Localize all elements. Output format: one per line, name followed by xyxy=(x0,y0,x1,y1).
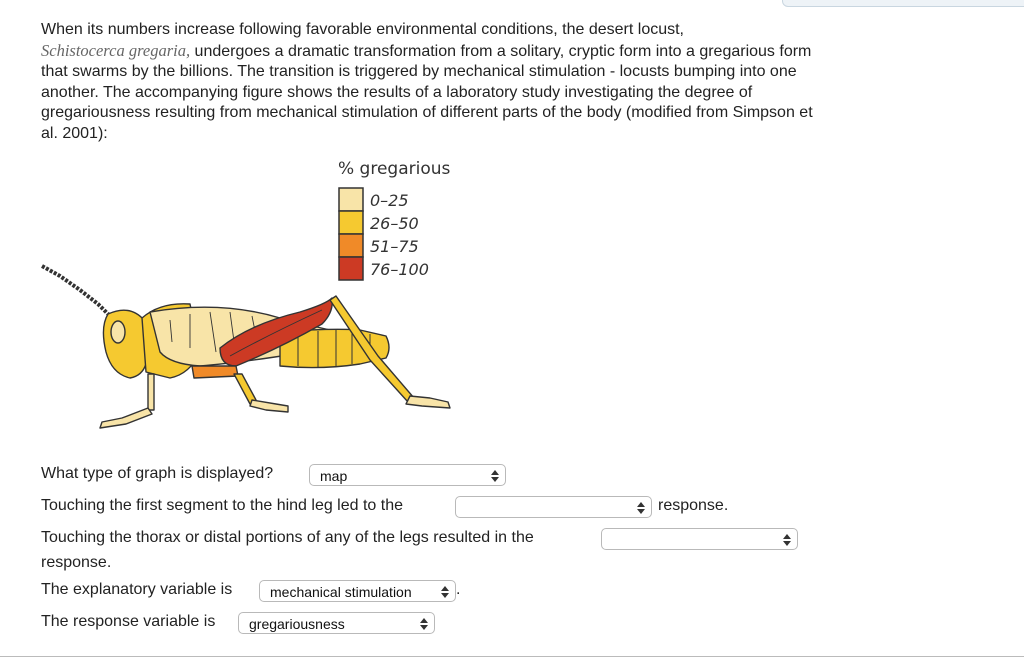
chevron-updown-icon xyxy=(420,617,428,631)
front-leg xyxy=(148,374,154,410)
head xyxy=(103,310,146,378)
front-foot xyxy=(100,408,152,428)
chevron-updown-icon xyxy=(637,501,645,515)
graph-type-select[interactable] xyxy=(309,464,506,486)
legend-swatch-26-50 xyxy=(339,211,363,234)
question-thorax xyxy=(41,529,534,547)
legend xyxy=(339,188,429,280)
first-segment-suffix: response. xyxy=(658,497,729,514)
legend-label-51-75: 51–75 xyxy=(370,237,419,256)
hind-leg-first-segment xyxy=(192,366,238,378)
legend-title: % gregarious xyxy=(338,159,451,179)
legend-label-26-50: 26–50 xyxy=(370,214,419,233)
hind-foot xyxy=(406,396,450,408)
question-first-segment-text: Touching the first segment to the hind leg led to the xyxy=(41,497,404,514)
thorax-suffix: response. xyxy=(41,554,112,571)
response-select[interactable] xyxy=(238,612,435,634)
question-response xyxy=(41,613,215,631)
first-segment-select[interactable] xyxy=(455,496,652,518)
eye xyxy=(111,321,125,343)
intro-text-1: When its numbers increase following favorable environmental conditions, the desert locust, xyxy=(41,21,684,38)
locust-figure xyxy=(30,152,480,452)
antenna xyxy=(42,266,110,316)
graph-type-value: map xyxy=(320,468,348,484)
top-tab-edge xyxy=(782,0,1024,7)
question-first-segment xyxy=(41,497,403,515)
explanatory-select[interactable] xyxy=(259,580,456,602)
question-thorax-text: Touching the thorax or distal portions of any of the legs resulted in the xyxy=(41,529,534,546)
species-name: Schistocerca gregaria, xyxy=(41,40,191,60)
legend-label-76-100: 76–100 xyxy=(370,260,429,279)
question-response-text: The response variable is xyxy=(41,613,216,630)
question-explanatory-text: The explanatory variable is xyxy=(41,581,233,598)
legend-label-0-25: 0–25 xyxy=(370,191,409,210)
explanatory-suffix: . xyxy=(456,581,461,598)
chevron-updown-icon xyxy=(441,585,449,599)
thorax-select[interactable] xyxy=(601,528,798,550)
explanatory-value: mechanical stimulation xyxy=(270,584,412,600)
legend-swatch-0-25 xyxy=(339,188,363,211)
middle-foot xyxy=(250,400,288,412)
question-explanatory xyxy=(41,581,232,599)
question-graph-type-text: What type of graph is displayed? xyxy=(41,465,274,482)
legend-swatch-51-75 xyxy=(339,234,363,257)
response-value: gregariousness xyxy=(249,616,345,632)
chevron-updown-icon xyxy=(783,533,791,547)
intro-text-2: undergoes a dramatic transformation from a solitary, cryptic form into a gregarious form that swarms by the billions. The transition is triggered by mechanical stimulation - locusts bumping into one another. The accompanying figure shows the results of a laboratory study investigating the degree of gregariousness resulting from mechanical stimulation of different parts of the body (modified from Simpson et al. 2001): xyxy=(41,42,813,142)
bottom-divider xyxy=(0,656,1024,657)
legend-swatch-76-100 xyxy=(339,257,363,280)
intro-paragraph xyxy=(41,20,821,144)
chevron-updown-icon xyxy=(491,469,499,483)
locust-diagram xyxy=(30,152,480,452)
locust-body xyxy=(42,266,450,428)
question-graph-type xyxy=(41,465,273,483)
